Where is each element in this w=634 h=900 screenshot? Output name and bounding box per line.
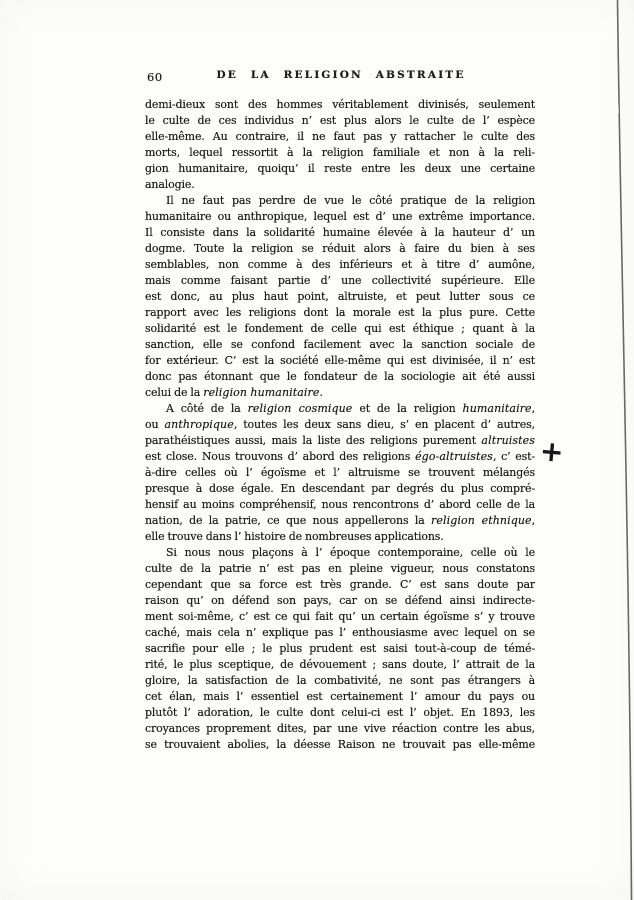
text-line: gion humanitaire, quoiqu’ il reste entre les deux une certaine [145,162,535,175]
text-line: rité, le plus sceptique, de dévouement ; sans doute, l’ attrait de la [145,658,535,671]
text-line: morts, lequel ressortit à la religion familiale et non à la reli- [145,146,535,159]
text-line: caché, mais cela n’ explique pas l’ enthousiasme avec lequel on se [145,626,535,639]
text-line: le culte de ces individus n’ est plus alors le culte de l’ espèce [145,114,535,127]
text-line: à-dire celles où l’ égoïsme et l’ altruisme se trouvent mélangés [145,466,535,479]
text-line: Si nous nous plaçons à l’ époque contemporaine, celle où le [166,546,535,559]
text-line: elle trouve dans l’ histoire de nombreuses applications. [145,530,444,543]
text-line: presque à dose égale. En descendant par degrés du plus compré- [145,482,535,495]
text-line: se trouvaient abolies, la déesse Raison ne trouvait pas elle-même [145,738,535,751]
text-line: plutôt l’ adoration, le culte dont celui-ci est l’ objet. En 1893, les [145,706,535,719]
text-line: solidarité est le fondement de celle qui est éthique ; quant à la [145,322,535,335]
page-number: 60 [147,70,163,84]
text-line: donc pas étonnant que le fondateur de la sociologie ait été aussi [145,370,535,383]
text-line: parathéistiques aussi, mais la liste des religions purement altruistes [145,434,535,447]
text-line: sacrifie pour elle ; le plus prudent est saisi tout-à-coup de témé- [145,642,535,655]
text-line: gloire, la satisfaction de la combativité, ne sont pas étrangers à [145,674,535,687]
text-line: ment soi-même, c’ est ce qui fait qu’ un certain égoïsme s’ y trouve [145,610,535,623]
text-line: nation, de la patrie, ce que nous appellerons la religion ethnique, [145,514,535,527]
text-line: raison qu’ on défend son pays, car on se défend ainsi indirecte- [145,594,535,607]
text-line: croyances proprement dites, par une vive réaction contre les abus, [145,722,535,735]
text-line: celui de la religion humanitaire. [145,386,323,399]
text-line: est donc, au plus haut point, altruiste, et peut lutter sous ce [145,290,535,303]
text-line: sanction, elle se confond facilement avec la sanction sociale de [145,338,535,351]
text-line: rapport avec les religions dont la morale est la plus pure. Cette [145,306,535,319]
text-line: A côté de la religion cosmique et de la religion humanitaire, [166,402,535,415]
text-line: semblables, non comme à des inférieurs et à titre d’ aumône, [145,258,535,271]
text-block [145,97,535,753]
text-line: mais comme faisant partie d’ une collectivité supérieure. Elle [145,274,535,287]
text-line: hensif au moins compréhensif, nous rencontrons d’ abord celle de la [145,498,535,511]
text-line: analogie. [145,178,195,191]
text-line: cependant que sa force est très grande. C’ est sans doute par [145,578,535,591]
text-line: Il ne faut pas perdre de vue le côté pratique de la religion [166,194,535,207]
page-header [145,69,537,84]
text-line: dogme. Toute la religion se réduit alors à faire du bien à ses [145,242,535,255]
text-line: Il consiste dans la solidarité humaine élevée à la hauteur d’ un [145,226,535,239]
text-line: demi-dieux sont des hommes véritablement divinisés, seulement [145,98,535,111]
text-line: culte de la patrie n’ est pas en pleine vigueur, nous constatons [145,562,535,575]
running-title: DE LA RELIGION ABSTRAITE [216,69,466,81]
text-line: ou anthropique, toutes les deux sans dieu, s’ en placent d’ autres, [145,418,535,431]
text-line: humanitaire ou anthropique, lequel est d’ une extrême importance. [145,210,535,223]
text-line: elle-même. Au contraire, il ne faut pas y rattacher le culte des [145,130,535,143]
margin-cross-mark: + [538,434,565,469]
text-line: cet élan, mais l’ essentiel est certainement l’ amour du pays ou [145,690,535,703]
text-line: for extérieur. C’ est la société elle-même qui est divinisée, il n’ est [145,354,535,367]
text-line: est close. Nous trouvons d’ abord des religions égo-altruistes, c’ est- [145,450,535,463]
